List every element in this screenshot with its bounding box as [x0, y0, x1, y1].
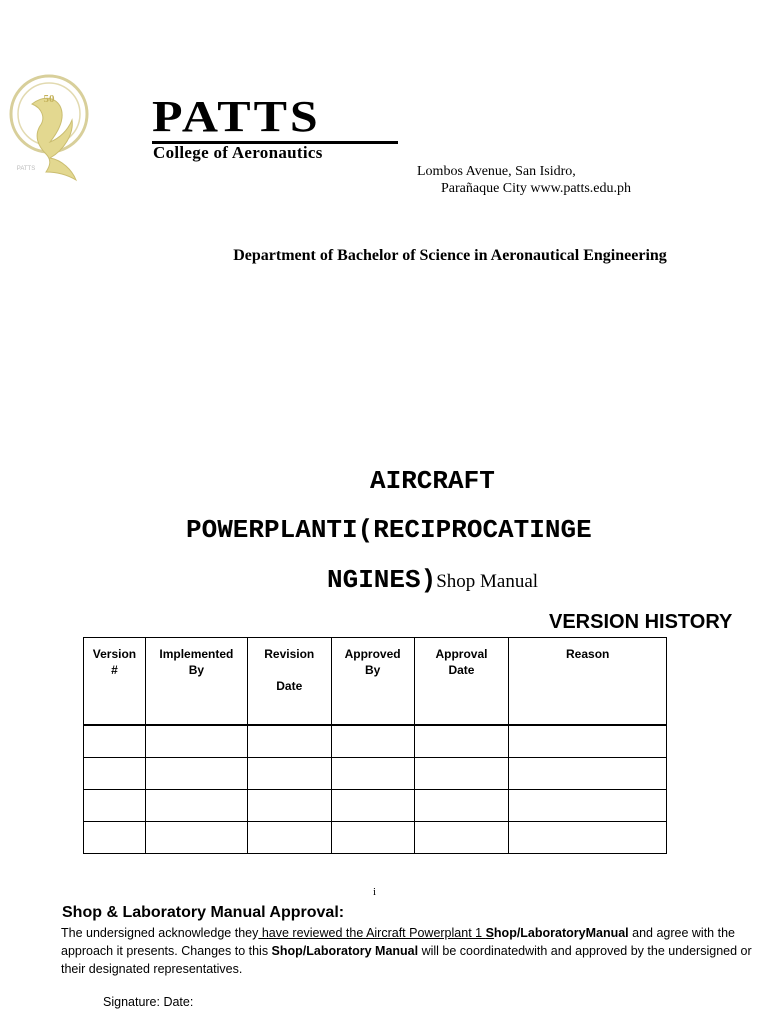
table-cell	[509, 758, 667, 790]
table-row	[84, 790, 667, 822]
col-header-approval-date: Approval Date	[414, 638, 509, 726]
table-cell	[145, 725, 247, 758]
table-cell	[84, 725, 146, 758]
col-header-implemented-by: Implemented By	[145, 638, 247, 726]
approval-text-3: will be coordinatedwith and approved by the undersigned or their designated representatives.	[61, 944, 752, 976]
table-cell	[414, 790, 509, 822]
manual-title-line-3	[327, 565, 538, 597]
table-cell	[84, 758, 146, 790]
table-cell	[414, 822, 509, 854]
manual-title-line-1: AIRCRAFT	[370, 466, 495, 496]
col-header-version: Version #	[84, 638, 146, 726]
table-cell	[331, 822, 414, 854]
table-cell	[247, 790, 331, 822]
logo-subtitle: College of Aeronautics	[153, 143, 323, 162]
seal-caption: PATTS	[16, 166, 36, 172]
table-header-row	[84, 638, 667, 726]
table-cell	[509, 725, 667, 758]
col-header-approved-by: Approved By	[331, 638, 414, 726]
approval-text-bold-manual-2: Shop/Laboratory Manual	[271, 944, 419, 958]
manual-title-suffix: Shop Manual	[436, 571, 539, 592]
approval-paragraph	[61, 924, 761, 978]
col-header-revision-date: Revision Date	[247, 638, 331, 726]
table-cell	[414, 725, 509, 758]
table-cell	[331, 790, 414, 822]
address-line-1: Lombos Avenue, San Isidro,	[417, 164, 576, 179]
logo-wordmark: PATTS	[152, 91, 321, 141]
manual-title-line-3-text: NGINES)	[327, 565, 437, 595]
table-cell	[145, 758, 247, 790]
table-cell	[145, 822, 247, 854]
table-cell	[509, 822, 667, 854]
manual-title-line-2: POWERPLANTI(RECIPROCATINGE	[186, 515, 592, 545]
table-cell	[84, 822, 146, 854]
department-heading: Department of Bachelor of Science in Aeronautical Engineering	[233, 247, 667, 264]
table-cell	[509, 790, 667, 822]
approval-heading: Shop & Laboratory Manual Approval:	[62, 904, 345, 921]
approval-text-underlined: have reviewed the Aircraft Powerplant 1	[258, 926, 486, 940]
table-cell	[331, 725, 414, 758]
page-number: i	[373, 886, 377, 898]
approval-text-bold-manual: hop/LaboratoryManual	[493, 926, 629, 940]
table-cell	[331, 758, 414, 790]
approval-text-bold-initial: S	[485, 926, 494, 940]
table-cell	[414, 758, 509, 790]
version-history-heading: VERSION HISTORY	[549, 611, 733, 633]
signature-line: Signature: Date:	[103, 995, 194, 1009]
table-cell	[145, 790, 247, 822]
table-cell	[247, 758, 331, 790]
approval-text-2: and agree with the approach it presents. Changes to this	[61, 926, 735, 958]
col-header-reason: Reason	[509, 638, 667, 726]
table-row	[84, 822, 667, 854]
table-cell	[247, 725, 331, 758]
table-cell	[247, 822, 331, 854]
table-row	[84, 758, 667, 790]
approval-text-1: The undersigned acknowledge they	[61, 926, 259, 940]
college-seal-icon	[6, 74, 92, 186]
address-line-2: Parañaque City www.patts.edu.ph	[441, 181, 631, 196]
seal-year-text: 50	[43, 93, 55, 105]
table-cell	[84, 790, 146, 822]
version-history-table	[83, 637, 667, 854]
table-row	[84, 725, 667, 758]
